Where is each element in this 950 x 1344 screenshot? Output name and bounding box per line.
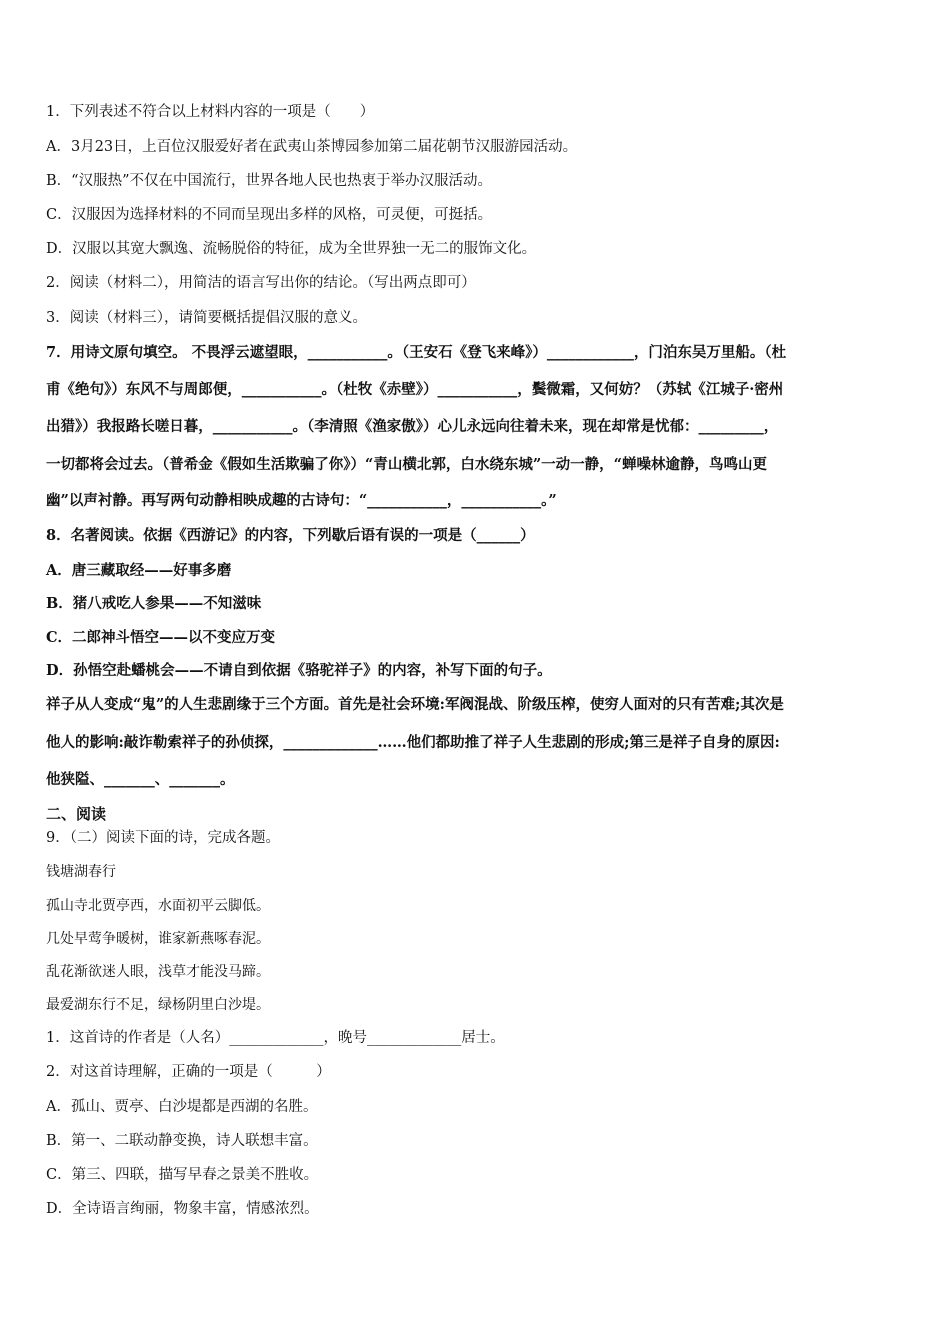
question-9: 9．（二）阅读下面的诗，完成各题。 [46,830,280,846]
poem-title: 钱塘湖春行 [46,864,116,880]
poem-line: 乱花渐欲迷人眼，浅草才能没马蹄。 [46,964,270,980]
question-1: 1．下列表述不符合以上材料内容的一项是（ ） [46,104,375,120]
q9-option-d: D．全诗语言绚丽，物象丰富，情感浓烈。 [46,1201,319,1217]
q9-option-a: A．孤山、贾亭、白沙堤都是西湖的名胜。 [46,1099,318,1115]
option-b: B．“汉服热”不仅在中国流行，世界各地人民也热衷于举办汉服活动。 [46,173,492,189]
question-3: 3．阅读（材料三），请简要概括提倡汉服的意义。 [46,310,367,326]
poem-line: 孤山寺北贾亭西，水面初平云脚低。 [46,898,270,914]
poem-line: 最爱湖东行不足，绿杨阴里白沙堤。 [46,997,270,1013]
option-c: C．汉服因为选择材料的不同而呈现出多样的风格，可灵便，可挺括。 [46,207,493,223]
option-a: A．3月23日，上百位汉服爱好者在武夷山茶博园参加第二届花朝节汉服游园活动。 [46,139,578,155]
question-7-line-3: 出猎》）我报路长嗟日暮，___________。（李清照《渔家傲》）心儿永远向往着未来，现在却常是忧郁：_________， [46,418,779,435]
question-7-line-1: 7．用诗文原句填空。 不畏浮云遮望眼，___________。（王安石《登飞来峰》）____________，门泊东吴万里船。（杜 [46,344,787,361]
q8-paragraph-line-2: 他人的影响:敲诈勒索祥子的孙侦探，_____________……他们都助推了祥子人生悲剧的形成;第三是祥子自身的原因: [46,734,780,751]
poem-line: 几处早莺争暖树，谁家新燕啄春泥。 [46,931,270,947]
q8-option-a: A．唐三藏取经——好事多磨 [46,562,232,579]
sub-question-1: 1．这首诗的作者是（人名）_____________，晚号_____________居士。 [46,1030,505,1046]
question-8-stem: 8．名著阅读。依据《西游记》的内容，下列歇后语有误的一项是（______） [46,527,535,544]
question-7-line-4: 一切都将会过去。（普希金《假如生活欺骗了你》）“青山横北郭，白水绕东城”一动一静，“蝉噪林逾静，鸟鸣山更 [46,456,768,473]
q8-option-c: C．二郎神斗悟空——以不变应万变 [46,629,276,646]
section-heading: 二、阅读 [46,805,107,823]
q8-paragraph-line-1: 祥子从人变成“鬼”的人生悲剧缘于三个方面。首先是社会环境:军阀混战、阶级压榨，使穷人面对的只有苦难;其次是 [46,696,784,713]
question-7-line-5: 幽”以声衬静。再写两句动静相映成趣的古诗句：“___________，___________。” [46,492,557,509]
q8-option-d: D．孙悟空赴蟠桃会——不请自到依据《骆驼祥子》的内容，补写下面的句子。 [46,662,552,679]
question-2: 2．阅读（材料二），用简洁的语言写出你的结论。（写出两点即可） [46,275,476,291]
q9-option-c: C．第三、四联，描写早春之景美不胜收。 [46,1167,319,1183]
question-7-line-2: 甫《绝句》）东风不与周郎便，___________。（杜牧《赤壁》）___________，鬓微霜，又何妨？（苏轼《江城子·密州 [46,381,784,398]
sub-question-2: 2．对这首诗理解，正确的一项是（ ） [46,1064,331,1080]
q9-option-b: B．第一、二联动静变换，诗人联想丰富。 [46,1133,318,1149]
q8-paragraph-line-3: 他狭隘、_______、_______。 [46,771,235,788]
q8-option-b: B．猪八戒吃人参果——不知滋味 [46,595,262,612]
option-d: D．汉服以其宽大飘逸、流畅脱俗的特征，成为全世界独一无二的服饰文化。 [46,241,537,257]
